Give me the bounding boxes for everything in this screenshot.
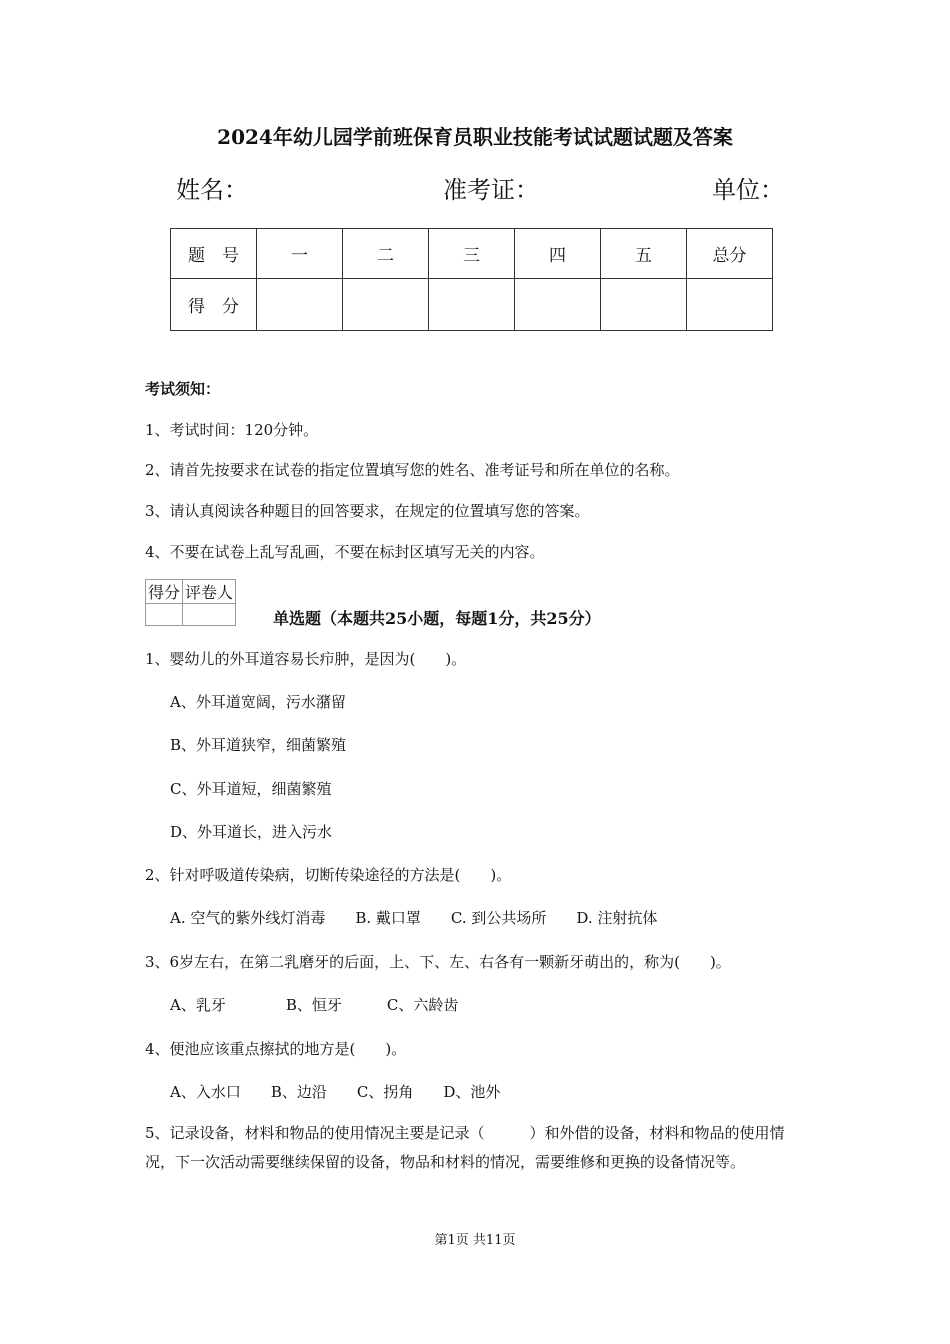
score-table-score-row (171, 279, 773, 331)
score-table-cell: 二 (343, 229, 429, 279)
score-table-cell: 五 (601, 229, 687, 279)
question-stem: 1、婴幼儿的外耳道容易长疖肿，是因为( )。 (145, 650, 467, 668)
exam-note-item: 1、考试时间：120分钟。 (145, 421, 319, 439)
score-table-empty-cell[interactable] (687, 279, 773, 331)
score-table-header-row (171, 229, 773, 279)
question-stem: 3、6岁左右，在第二乳磨牙的后面，上、下、左、右各有一颗新牙萌出的，称为( )。 (145, 953, 731, 971)
score-table-cell: 一 (257, 229, 343, 279)
page-footer: 第1页 共11页 (434, 1233, 516, 1248)
question-stem: 5、记录设备，材料和物品的使用情况主要是记录（ ）和外借的设备，材料和物品的使用情况，下一次活动需要继续保留的设备，物品和材料的情况，需要维修和更换的设备情况等。 (145, 1124, 785, 1171)
grader-box-empty-cell[interactable] (183, 604, 236, 626)
grader-box (145, 579, 236, 626)
score-table-cell: 三 (429, 229, 515, 279)
score-table-cell: 题 号 (171, 229, 257, 279)
score-table-empty-cell[interactable] (257, 279, 343, 331)
exam-notes-heading: 考试须知： (145, 380, 221, 398)
grader-box-grader-label: 评卷人 (183, 580, 236, 604)
document-title: 2024年幼儿园学前班保育员职业技能考试试题试题及答案 (217, 125, 733, 149)
score-table-empty-cell[interactable] (429, 279, 515, 331)
exam-note-item: 2、请首先按要求在试卷的指定位置填写您的姓名、准考证号和所在单位的名称。 (145, 461, 680, 479)
exam-note-item: 3、请认真阅读各种题目的回答要求，在规定的位置填写您的答案。 (145, 502, 590, 520)
question-options-line: A. 空气的紫外线灯消毒 B. 戴口罩 C. 到公共场所 D. 注射抗体 (170, 909, 658, 927)
question-option: C、外耳道短，细菌繁殖 (170, 780, 332, 798)
exam-number-field-label: 准考证： (443, 176, 539, 204)
score-table-empty-cell[interactable] (343, 279, 429, 331)
section-title: 单选题（本题共25小题，每题1分，共25分） (273, 609, 601, 628)
question-option: A、外耳道宽阔，污水潴留 (170, 693, 346, 711)
score-table (170, 228, 773, 331)
question-stem: 2、针对呼吸道传染病，切断传染途径的方法是( )。 (145, 866, 512, 884)
question-stem: 4、便池应该重点擦拭的地方是( )。 (145, 1040, 407, 1058)
grader-box-score-label: 得分 (146, 580, 183, 604)
question-options-line: A、乳牙 B、恒牙 C、六龄齿 (170, 996, 459, 1014)
score-table-empty-cell[interactable] (515, 279, 601, 331)
score-table-empty-cell[interactable] (601, 279, 687, 331)
score-table-cell: 总分 (687, 229, 773, 279)
question-option: B、外耳道狭窄，细菌繁殖 (170, 736, 347, 754)
grader-box-empty-cell[interactable] (146, 604, 183, 626)
score-table-cell: 四 (515, 229, 601, 279)
exam-note-item: 4、不要在试卷上乱写乱画，不要在标封区填写无关的内容。 (145, 543, 545, 561)
unit-field-label: 单位： (712, 176, 784, 204)
score-table-cell: 得 分 (171, 279, 257, 331)
question-options-line: A、入水口 B、边沿 C、拐角 D、池外 (170, 1083, 501, 1101)
question-option: D、外耳道长，进入污水 (170, 823, 333, 841)
name-field-label: 姓名： (176, 176, 248, 204)
